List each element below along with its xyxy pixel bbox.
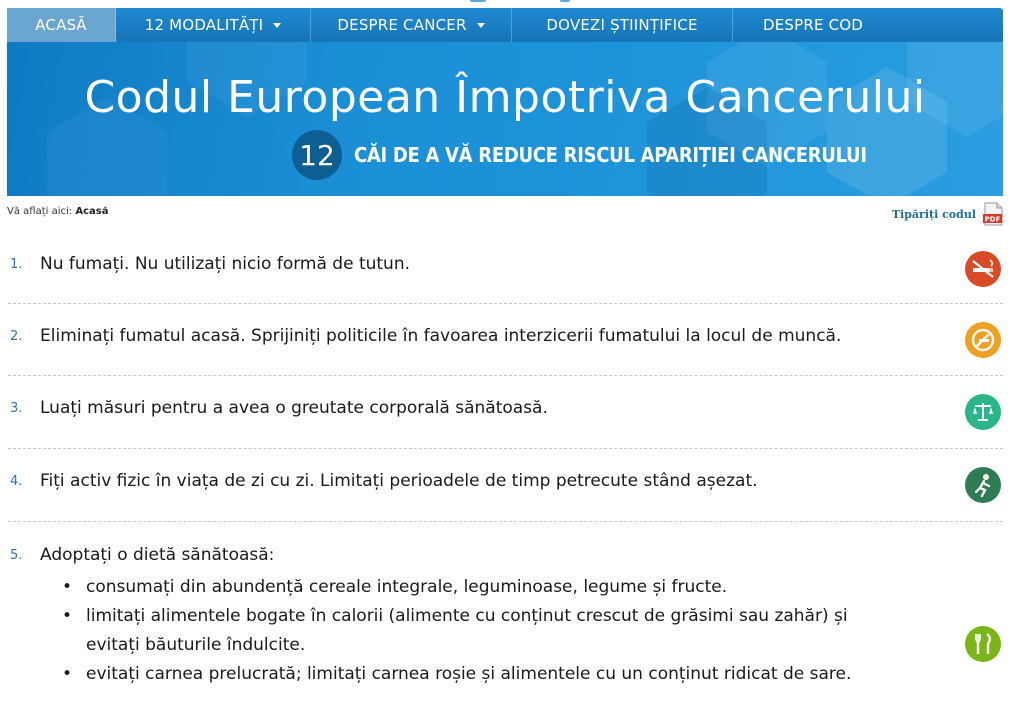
breadcrumb (7, 206, 108, 217)
item-text: Luați măsuri pentru a avea o greutate corporală sănătoasă. (40, 398, 548, 418)
item-text: Adoptați o dietă sănătoasă: (40, 545, 275, 565)
list-item[interactable] (8, 449, 1003, 522)
nav-item-acasa[interactable] (7, 8, 116, 42)
bullet-item-continuation (62, 631, 942, 660)
bullet-text: limitați alimentele bogate în calorii (alimente cu conținut crescut de grăsimi sau zahăr) și (86, 606, 848, 626)
list-item[interactable] (8, 236, 1003, 304)
banner-subtitle-row (292, 130, 867, 180)
bullet-item: • consumați din abundență cereale integrale, leguminoase, legume și fructe. (62, 573, 942, 602)
svg-text:PDF: PDF (984, 215, 1001, 224)
print-label[interactable]: Tipăriți codul (891, 207, 976, 221)
top-strip-hint (470, 0, 486, 2)
item-number: 5. (10, 548, 23, 563)
chevron-down-icon (477, 23, 485, 28)
list-item[interactable] (8, 376, 1003, 449)
print-code-link[interactable] (892, 202, 1004, 226)
hero-banner (7, 42, 1003, 196)
scale-icon (965, 394, 1001, 430)
breadcrumb-current[interactable]: Acasă (75, 206, 109, 217)
bullet-text: evitați carnea prelucrată; limitați carnea roșie și alimentele cu un conținut ridicat de sare. (86, 664, 852, 684)
nav-item-label: DESPRE CANCER (337, 16, 467, 34)
item-number: 1. (10, 257, 23, 272)
breadcrumb-prefix: Vă aflați aici: (7, 206, 73, 217)
item-number: 3. (10, 401, 23, 416)
top-strip (0, 0, 1024, 8)
nav-item-label: ACASĂ (35, 16, 87, 34)
nav-item-despre-cod[interactable] (733, 8, 893, 42)
number-badge: 12 (292, 130, 342, 180)
bullet-item: • evitați carnea prelucrată; limitați carnea roșie și alimentele cu un conținut ridicat de sare. (62, 660, 942, 689)
pdf-icon[interactable] (982, 202, 1004, 226)
bullet-item: • limitați alimentele bogate în calorii (alimente cu conținut crescut de grăsimi sau zahăr) și (62, 602, 942, 631)
banner-subtitle: CĂI DE A VĂ REDUCE RISCUL APARIȚIEI CANCERULUI (354, 143, 867, 167)
nav-item-despre-cancer[interactable] (311, 8, 512, 42)
nav-item-label: DESPRE COD (762, 16, 864, 34)
item-text: Nu fumați. Nu utilizați nicio formă de tutun. (40, 254, 411, 274)
main-navigation (7, 8, 1003, 42)
nav-item-label: 12 MODALITĂȚI (144, 16, 264, 34)
cutlery-icon (965, 626, 1001, 662)
nav-item-12-modalitati[interactable] (116, 8, 311, 42)
list-item[interactable] (8, 522, 1003, 712)
smoke-free-home-icon (965, 322, 1001, 358)
bullet-text: evitați băuturile îndulcite. (86, 635, 306, 655)
banner-title: Codul European Împotriva Cancerului (84, 72, 926, 123)
item-number: 2. (10, 329, 23, 344)
top-strip-hint (560, 0, 570, 2)
no-smoking-icon (965, 251, 1001, 287)
list-item[interactable] (8, 304, 1003, 376)
nav-item-label: DOVEZI ȘTIINȚIFICE (546, 16, 698, 34)
chevron-down-icon (273, 23, 281, 28)
nav-item-dovezi-stiintifice[interactable] (512, 8, 733, 42)
recommendation-list (0, 236, 1024, 712)
item-number: 4. (10, 474, 23, 489)
running-icon (965, 467, 1001, 503)
bullet-text: consumați din abundență cereale integrale, leguminoase, legume și fructe. (86, 577, 728, 597)
diet-bullet-list (62, 573, 942, 689)
item-text: Fiți activ fizic în viața de zi cu zi. Limitați perioadele de timp petrecute stând așezat. (40, 471, 758, 491)
item-text: Eliminați fumatul acasă. Sprijiniți politicile în favoarea interzicerii fumatului la locul de muncă. (40, 326, 842, 346)
